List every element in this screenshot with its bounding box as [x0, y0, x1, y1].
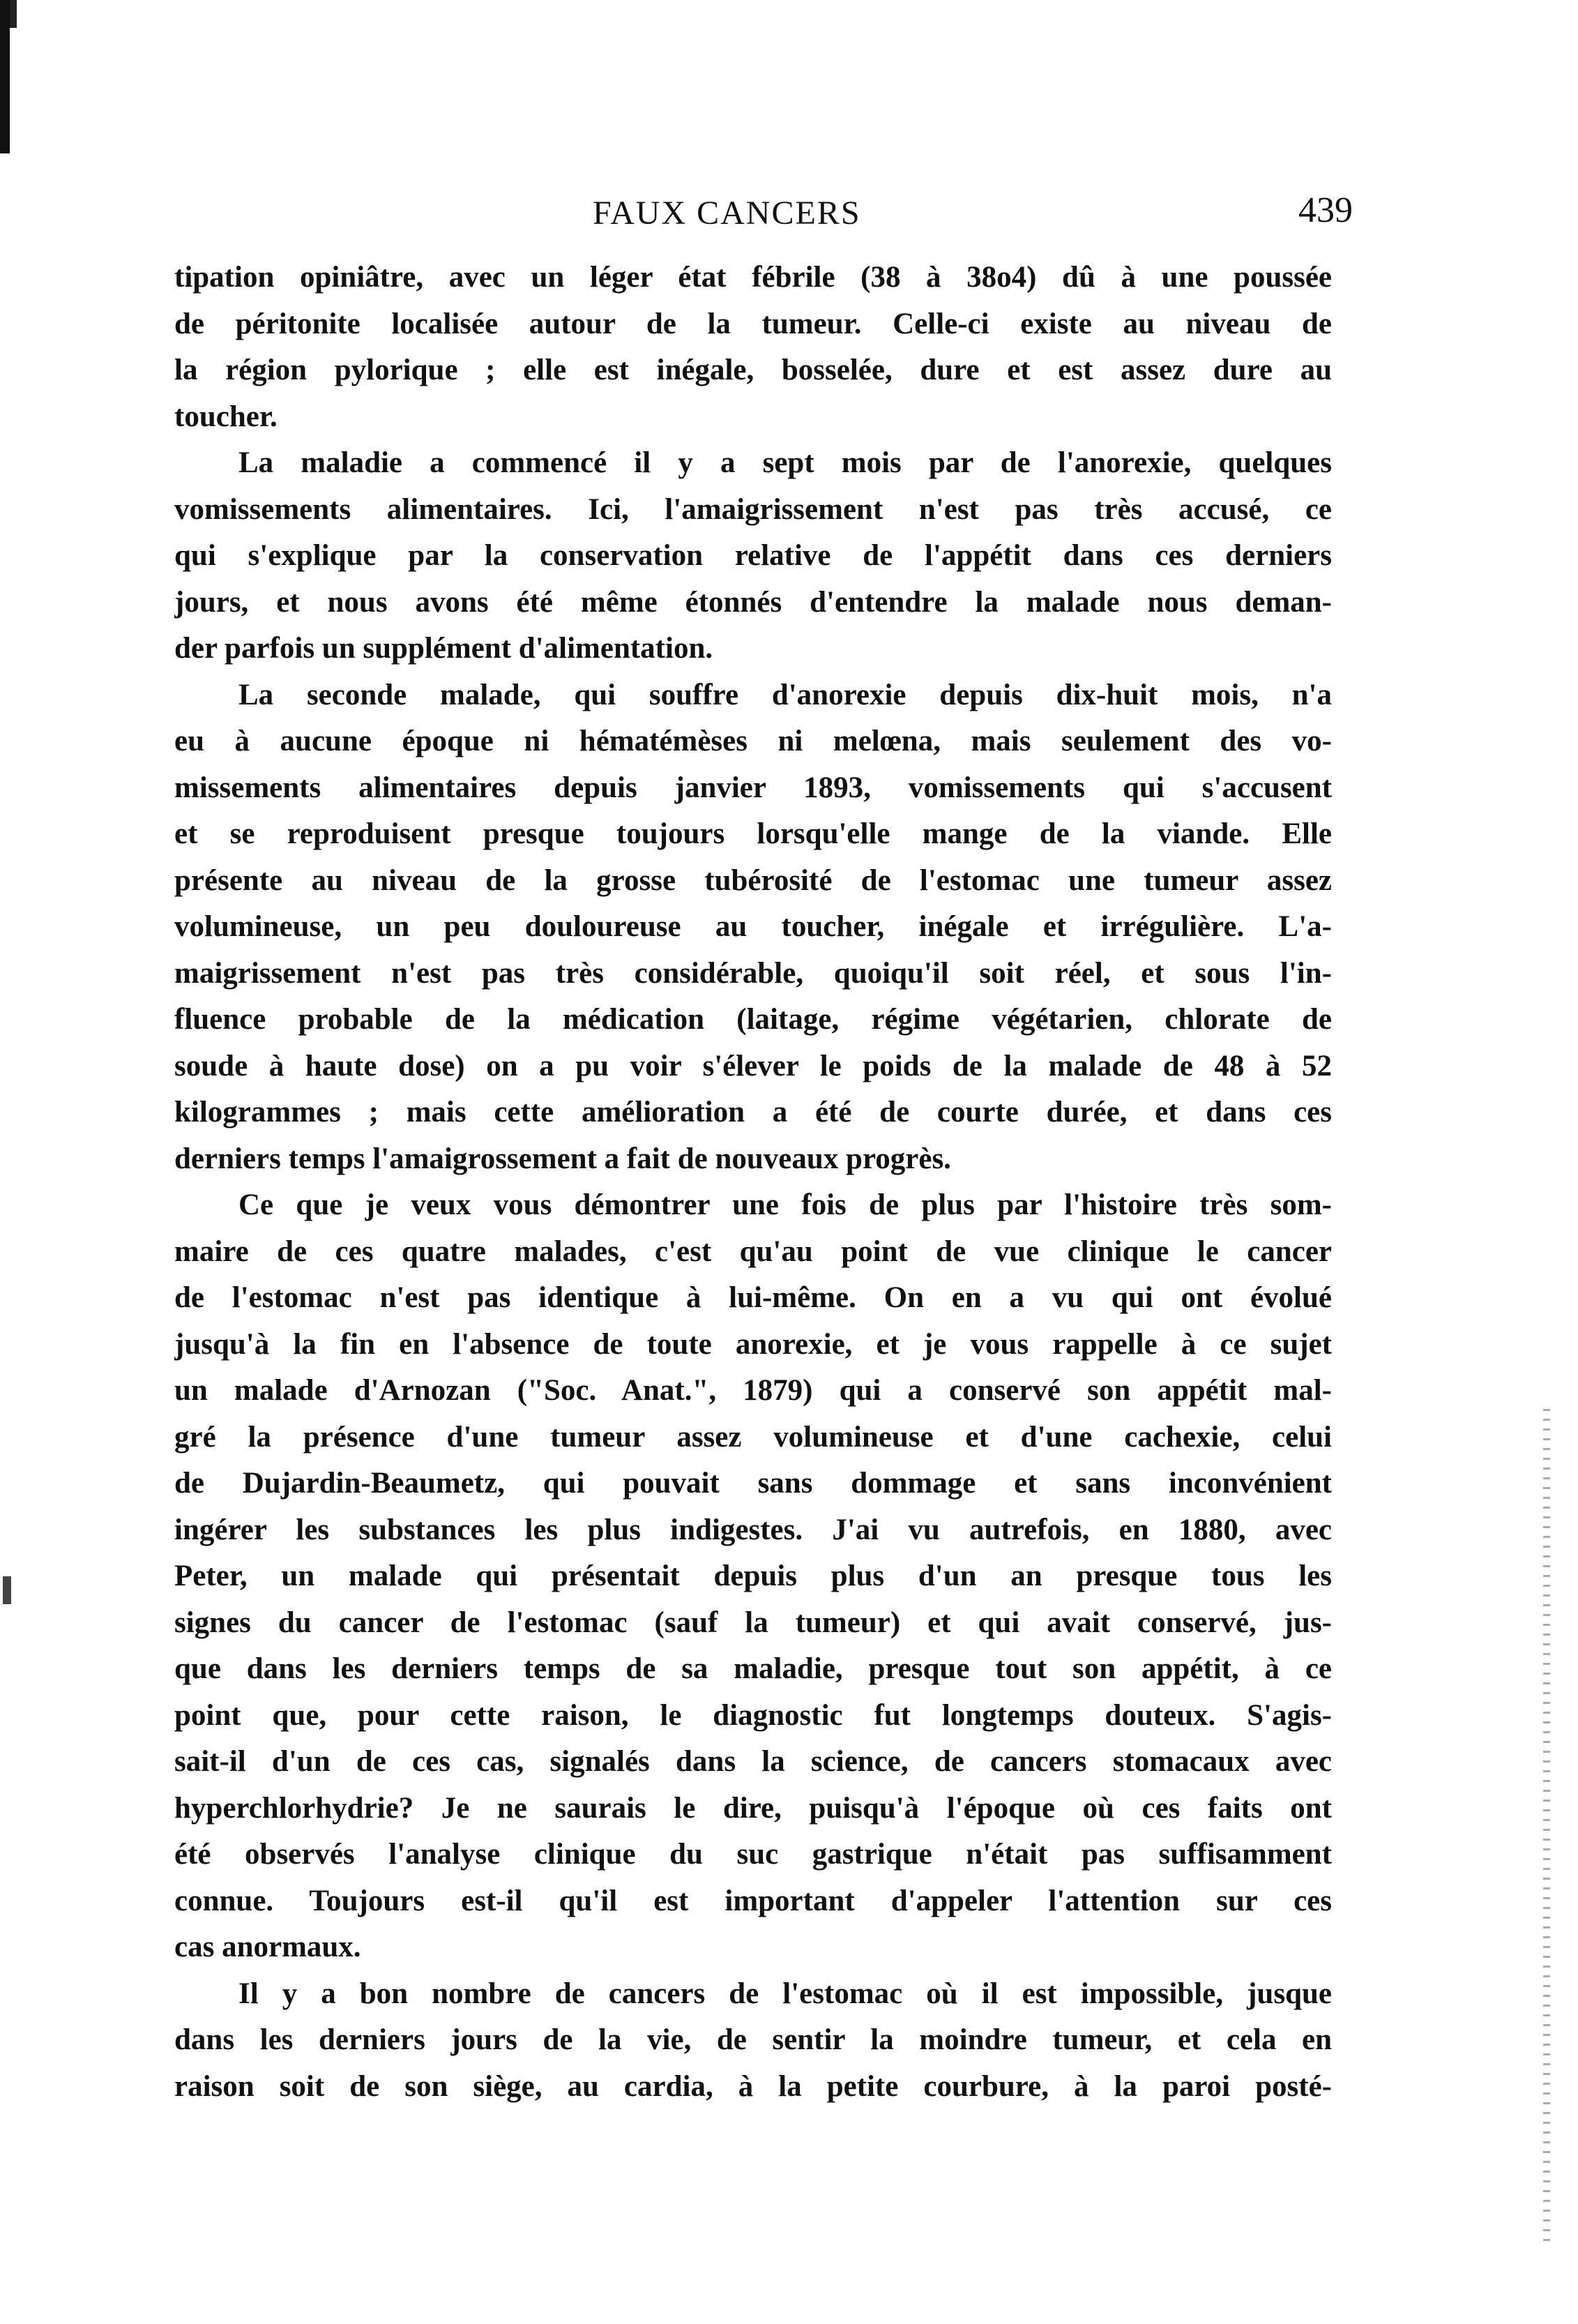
text-line: Peter, un malade qui présentait depuis plus d'un an presque tous les [174, 1560, 1332, 1592]
text-line: et se reproduisent presque toujours lorsqu'elle mange de la viande. Elle [174, 817, 1332, 850]
text-line: point que, pour cette raison, le diagnostic fut longtemps douteux. S'agis- [174, 1698, 1332, 1732]
text-line: présente au niveau de la grosse tubérosité de l'estomac une tumeur assez [174, 863, 1332, 897]
scan-edge-mark [0, 0, 10, 153]
text-line: de l'estomac n'est pas identique à lui-même. On en a vu qui ont évolué [174, 1281, 1332, 1314]
text-line: jours, et nous avons été même étonnés d'entendre la malade nous deman- [174, 585, 1332, 619]
text-line: derniers temps l'amaigrossement a fait de nouveaux progrès. [174, 1142, 951, 1175]
text-line: vomissements alimentaires. Ici, l'amaigrissement n'est pas très accusé, ce [174, 492, 1332, 526]
page-number: 439 [1298, 190, 1353, 230]
text-line: de péritonite localisée autour de la tumeur. Celle-ci existe au niveau de [174, 307, 1332, 340]
text-line: volumineuse, un peu douloureuse au toucher, inégale et irrégulière. L'a- [174, 910, 1332, 943]
text-line: connue. Toujours est-il qu'il est important d'appeler l'attention sur ces [174, 1884, 1332, 1917]
text-line: ingérer les substances les plus indigestes. J'ai vu autrefois, en 1880, avec [174, 1513, 1332, 1546]
scan-edge-speckle [1543, 1409, 1550, 2246]
text-line: cas anormaux. [174, 1931, 361, 1963]
text-line: été observés l'analyse clinique du suc gastrique n'était pas suffisamment [174, 1838, 1332, 1871]
text-line: toucher. [174, 400, 278, 433]
text-line: jusqu'à la fin en l'absence de toute anorexie, et je vous rappelle à ce sujet [174, 1327, 1332, 1361]
text-line: der parfois un supplément d'alimentation. [174, 632, 713, 665]
text-line: fluence probable de la médication (laitage, régime végétarien, chlorate de [174, 1003, 1332, 1036]
text-line: sait-il d'un de ces cas, signalés dans la science, de cancers stomacaux avec [174, 1745, 1332, 1778]
text-line: maigrissement n'est pas très considérable, quoiqu'il soit réel, et sous l'in- [174, 956, 1332, 990]
text-line: tipation opiniâtre, avec un léger état fébrile (38 à 38o4) dû à une poussée [174, 261, 1332, 294]
text-line: que dans les derniers temps de sa maladie, presque tout son appétit, à ce [174, 1652, 1332, 1685]
text-line: La maladie a commencé il y a sept mois par de l'anorexie, quelques [238, 446, 1332, 479]
text-line: qui s'explique par la conservation relative de l'appétit dans ces derniers [174, 539, 1332, 572]
text-line: hyperchlorhydrie? Je ne saurais le dire, puisqu'à l'époque où ces faits ont [174, 1791, 1332, 1825]
text-line: dans les derniers jours de la vie, de sentir la moindre tumeur, et cela en [174, 2023, 1332, 2056]
text-line: missements alimentaires depuis janvier 1893, vomissements qui s'accusent [174, 771, 1332, 804]
text-line: Il y a bon nombre de cancers de l'estomac où il est impossible, jusque [238, 1977, 1332, 2010]
text-line: gré la présence d'une tumeur assez volumineuse et d'une cachexie, celui [174, 1420, 1332, 1454]
scan-edge-mark [3, 1576, 11, 1604]
text-line: La seconde malade, qui souffre d'anorexie depuis dix-huit mois, n'a [238, 678, 1332, 711]
scan-edge-mark [10, 0, 17, 28]
running-title: FAUX CANCERS [593, 195, 861, 232]
text-line: de Dujardin-Beaumetz, qui pouvait sans dommage et sans inconvénient [174, 1467, 1332, 1500]
text-line: un malade d'Arnozan ("Soc. Anat.", 1879) qui a conservé son appétit mal- [174, 1374, 1332, 1407]
text-line: la région pylorique ; elle est inégale, bosselée, dure et est assez dure au [174, 354, 1332, 386]
running-head [174, 188, 1353, 244]
text-line: Ce que je veux vous démontrer une fois de plus par l'histoire très som- [238, 1189, 1332, 1221]
text-line: maire de ces quatre malades, c'est qu'au point de vue clinique le cancer [174, 1235, 1332, 1268]
text-line: soude à haute dose) on a pu voir s'élever le poids de la malade de 48 à 52 [174, 1049, 1332, 1082]
text-line: eu à aucune époque ni hématémèses ni melœna, mais seulement des vo- [174, 725, 1332, 757]
text-line: signes du cancer de l'estomac (sauf la tumeur) et qui avait conservé, jus- [174, 1606, 1332, 1639]
body-text [174, 255, 1332, 2110]
text-line: kilogrammes ; mais cette amélioration a été de courte durée, et dans ces [174, 1096, 1332, 1129]
text-line: raison soit de son siège, au cardia, à la petite courbure, à la paroi posté- [174, 2069, 1332, 2103]
